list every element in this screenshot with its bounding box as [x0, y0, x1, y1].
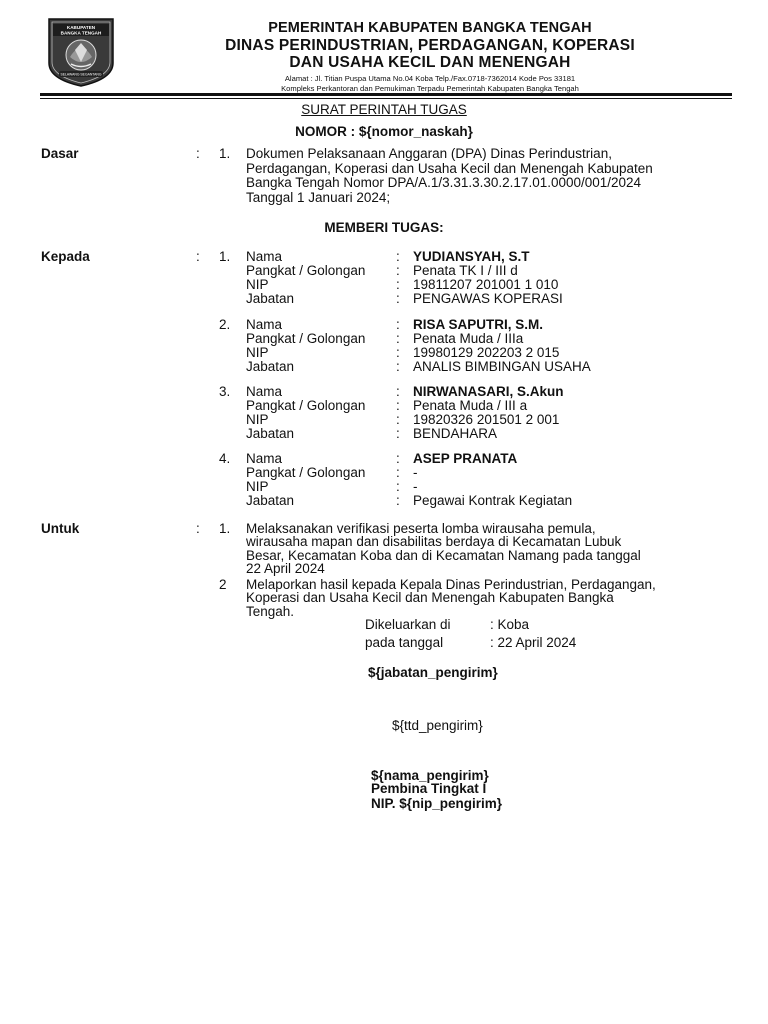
field-colon: :	[396, 317, 400, 332]
person-number: 3.	[219, 384, 231, 399]
field-colon: :	[396, 359, 400, 374]
emblem-text-mid: BANGKA TENGAH	[60, 30, 102, 36]
issued-date-label: pada tanggal	[365, 635, 444, 650]
field-colon: :	[396, 493, 400, 508]
letterhead-rule-thick	[40, 93, 732, 96]
person-number: 4.	[219, 451, 231, 466]
item-number: 1.	[219, 521, 231, 536]
person-position: Pegawai Kontrak Kegiatan	[413, 493, 573, 508]
signer-name: ${nama_pengirim}	[371, 768, 489, 783]
field-colon: :	[396, 451, 400, 466]
person-nip: 19820326 201501 2 001	[413, 412, 560, 427]
field-label-pangkat: Pangkat / Golongan	[246, 465, 366, 480]
dasar-paragraph	[246, 147, 704, 205]
paragraph-line: Tanggal 1 Januari 2024;	[246, 189, 391, 205]
field-label-jabatan: Jabatan	[246, 493, 295, 508]
person-rank: Penata TK I / III d	[413, 263, 518, 278]
letterhead-agency-cont: DAN USAHA KECIL DAN MENENGAH	[289, 54, 571, 71]
person-number: 2.	[219, 317, 231, 332]
item-number: 1.	[219, 146, 231, 161]
field-colon: :	[396, 398, 400, 413]
item-number: 2	[219, 577, 227, 592]
field-colon: :	[396, 291, 400, 306]
regency-emblem-icon	[47, 17, 115, 87]
letterhead-complex: Kompleks Perkantoran dan Pemukiman Terpadu Pemerintah Kabupaten Bangka Tengah	[281, 84, 579, 93]
signer-rank: Pembina Tingkat I	[371, 781, 487, 796]
field-label-pangkat: Pangkat / Golongan	[246, 398, 366, 413]
section-colon: :	[196, 249, 200, 264]
issued-place-label: Dikeluarkan di	[365, 617, 451, 632]
emblem-motto: SELAWANG SEGANTANG	[60, 72, 102, 77]
untuk-paragraph-2	[246, 578, 704, 618]
signature-placeholder: ${ttd_pengirim}	[392, 718, 483, 733]
untuk-paragraph-1	[246, 522, 704, 575]
paragraph-line: Perdagangan, Koperasi dan Usaha Kecil dan Menengah Kabupaten	[246, 160, 653, 176]
person-position: BENDAHARA	[413, 426, 498, 441]
field-label-nip: NIP	[246, 412, 269, 427]
field-label-nip: NIP	[246, 277, 269, 292]
letterhead-government: PEMERINTAH KABUPATEN BANGKA TENGAH	[268, 20, 592, 36]
document-title: SURAT PERINTAH TUGAS	[301, 102, 467, 117]
field-label-nama: Nama	[246, 451, 283, 466]
paragraph-line: Bangka Tengah Nomor DPA/A.1/3.31.3.30.2.17.01.0000/001/2024	[246, 175, 642, 191]
person-nip: 19980129 202203 2 015	[413, 345, 560, 360]
paragraph-line: Koperasi dan Usaha Kecil dan Menengah Kabupaten Bangka	[246, 590, 614, 606]
assignment-heading: MEMBERI TUGAS:	[324, 220, 444, 235]
paragraph-line: Dokumen Pelaksanaan Anggaran (DPA) Dinas Perindustrian,	[246, 146, 612, 161]
document-number: NOMOR : ${nomor_naskah}	[295, 124, 473, 139]
field-label-jabatan: Jabatan	[246, 291, 295, 306]
person-name: RISA SAPUTRI, S.M.	[413, 317, 544, 332]
paragraph-line: Melaksanakan verifikasi peserta lomba wirausaha pemula,	[246, 521, 596, 536]
field-label-pangkat: Pangkat / Golongan	[246, 331, 366, 346]
person-name: ASEP PRANATA	[413, 451, 518, 466]
section-colon: :	[196, 521, 200, 536]
field-label-nama: Nama	[246, 384, 283, 399]
field-colon: :	[396, 345, 400, 360]
person-position: ANALIS BIMBINGAN USAHA	[413, 359, 591, 374]
field-label-nama: Nama	[246, 317, 283, 332]
issued-date-value: : 22 April 2024	[490, 635, 577, 650]
field-colon: :	[396, 412, 400, 427]
person-name: NIRWANASARI, S.Akun	[413, 384, 564, 399]
field-colon: :	[396, 465, 400, 480]
person-name: YUDIANSYAH, S.T	[413, 249, 530, 264]
letterhead	[130, 20, 730, 94]
issued-place-value: : Koba	[490, 617, 530, 632]
field-label-nip: NIP	[246, 479, 269, 494]
field-label-jabatan: Jabatan	[246, 359, 295, 374]
field-label-pangkat: Pangkat / Golongan	[246, 263, 366, 278]
person-rank: -	[413, 465, 418, 480]
field-label-nama: Nama	[246, 249, 283, 264]
paragraph-line: Melaporkan hasil kepada Kepala Dinas Perindustrian, Perdagangan,	[246, 577, 656, 592]
section-label-kepada: Kepada	[41, 249, 90, 264]
section-label-dasar: Dasar	[41, 146, 79, 161]
letterhead-address: Alamat : Jl. Titian Puspa Utama No.04 Koba Telp./Fax.0718-7362014 Kode Pos 33181	[284, 74, 576, 83]
person-number: 1.	[219, 249, 231, 264]
person-nip: 19811207 201001 1 010	[413, 277, 559, 292]
field-colon: :	[396, 249, 400, 264]
field-colon: :	[396, 331, 400, 346]
section-label-untuk: Untuk	[41, 521, 80, 536]
letterhead-agency: DINAS PERINDUSTRIAN, PERDAGANGAN, KOPERASI	[225, 37, 635, 54]
emblem-text-top: KABUPATEN	[66, 25, 96, 30]
letterhead-rule-thin	[40, 98, 732, 99]
paragraph-line: Besar, Kecamatan Koba dan di Kecamatan Namang pada tanggal	[246, 547, 641, 563]
field-colon: :	[396, 263, 400, 278]
person-rank: Penata Muda / III a	[413, 398, 528, 413]
person-position: PENGAWAS KOPERASI	[413, 291, 563, 306]
paragraph-line: Tengah.	[246, 603, 295, 619]
signer-nip: NIP. ${nip_pengirim}	[371, 796, 503, 811]
person-nip: -	[413, 479, 418, 494]
field-colon: :	[396, 479, 400, 494]
field-label-jabatan: Jabatan	[246, 426, 295, 441]
field-colon: :	[396, 277, 400, 292]
field-colon: :	[396, 426, 400, 441]
signer-position: ${jabatan_pengirim}	[368, 665, 498, 680]
field-colon: :	[396, 384, 400, 399]
paragraph-line: wirausaha mapan dan disabilitas berdaya di Kecamatan Lubuk	[246, 534, 622, 550]
section-colon: :	[196, 146, 200, 161]
field-label-nip: NIP	[246, 345, 269, 360]
person-rank: Penata Muda / IIIa	[413, 331, 524, 346]
paragraph-line: 22 April 2024	[246, 560, 325, 576]
